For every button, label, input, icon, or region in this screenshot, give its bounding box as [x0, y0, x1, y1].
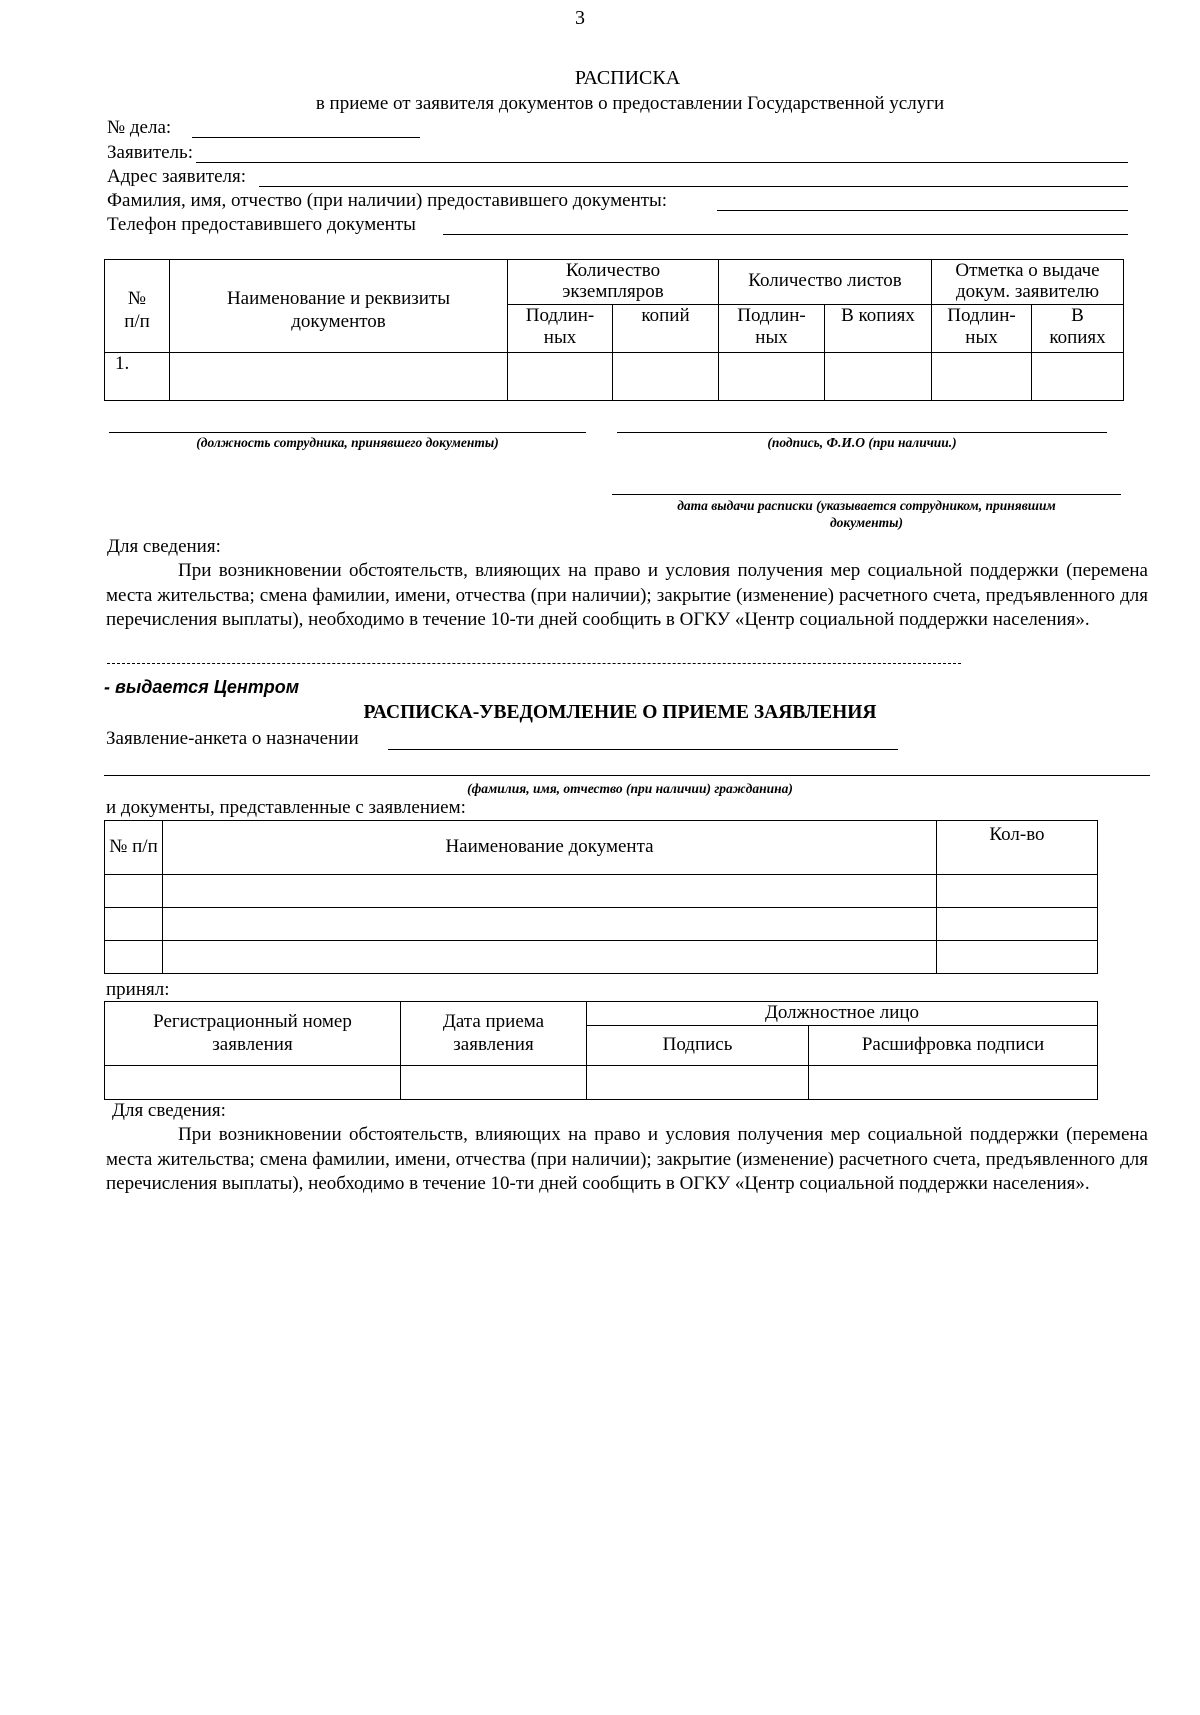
row-number[interactable] [105, 908, 163, 941]
row-doc-name[interactable] [170, 352, 508, 400]
col-header-copies-originals: Подлин- ных [508, 304, 613, 352]
row-doc-name[interactable] [163, 941, 937, 974]
row-quantity[interactable] [937, 941, 1098, 974]
receipt-title: РАСПИСКА [574, 67, 681, 89]
row-number[interactable] [105, 941, 163, 974]
col-header-issue-copies: В копиях [1032, 304, 1124, 352]
issued-by-label: - выдается Центром [104, 677, 300, 697]
signature-line[interactable] [617, 432, 1107, 433]
position-line[interactable] [109, 432, 586, 433]
submitted-documents-table [104, 820, 1098, 974]
col-header-reg-number: Регистрационный номер заявления [105, 1002, 401, 1066]
col-header-doc-name: Наименование документа [163, 821, 937, 875]
case-number-field[interactable] [192, 137, 420, 138]
applicant-field[interactable] [196, 162, 1128, 163]
col-header-copies-copies: копий [613, 304, 719, 352]
tear-off-line [107, 663, 961, 664]
table-row [105, 908, 1098, 941]
table-row [105, 1066, 1098, 1100]
row-cell[interactable] [932, 352, 1032, 400]
notice-text: При возникновении обстоятельств, влияющих на право и условия получения мер социальной поддержки (перемена места жительства; смена фамилии, имени, отчества (при наличии); закрытие (изменение) расчетного счета, предъявленного для перечисления выплаты), необходимо в течение 10-ти дней сообщить в ОГКУ «Центр социальной поддержки населения». [106, 560, 1148, 630]
row-quantity[interactable] [937, 875, 1098, 908]
col-header-number: № п/п [105, 821, 163, 875]
row-doc-name[interactable] [163, 875, 937, 908]
col-header-signature-decoding: Расшифровка подписи [809, 1026, 1098, 1066]
phone-field[interactable] [443, 234, 1128, 235]
citizen-name-caption: (фамилия, имя, отчество (при наличии) гражданина) [467, 781, 793, 796]
presenter-field[interactable] [717, 210, 1128, 211]
row-number: 1. [105, 352, 170, 400]
presenter-label: Фамилия, имя, отчество (при наличии) предоставившего документы: [107, 190, 668, 211]
notice-heading: Для сведения: [112, 1100, 226, 1121]
tear-off-title: РАСПИСКА-УВЕДОМЛЕНИЕ О ПРИЕМЕ ЗАЯВЛЕНИЯ [363, 702, 877, 723]
row-cell[interactable] [1032, 352, 1124, 400]
notice-heading: Для сведения: [107, 536, 221, 557]
address-field[interactable] [259, 186, 1128, 187]
issue-date-line[interactable] [612, 494, 1121, 495]
col-header-number: № п/п [105, 260, 170, 353]
row-cell[interactable] [719, 352, 825, 400]
table-row [105, 875, 1098, 908]
col-header-copies-group: Количество экземпляров [508, 260, 719, 305]
citizen-name-line[interactable] [104, 775, 1150, 776]
issue-date-caption: дата выдачи расписки (указывается сотрудником, принявшим документы) [677, 498, 1056, 530]
col-header-quantity: Кол-во [937, 821, 1098, 875]
docs-label: и документы, представленные с заявлением: [106, 797, 466, 818]
application-field[interactable] [388, 749, 898, 750]
address-label: Адрес заявителя: [107, 166, 247, 187]
row-quantity[interactable] [937, 908, 1098, 941]
col-header-acceptance-date: Дата приема заявления [401, 1002, 587, 1066]
signature-cell[interactable] [587, 1066, 809, 1100]
accepted-label: принял: [106, 979, 170, 1000]
case-number-label: № дела: [107, 117, 172, 138]
signature-decoding-cell[interactable] [809, 1066, 1098, 1100]
applicant-label: Заявитель: [107, 142, 193, 163]
row-doc-name[interactable] [163, 908, 937, 941]
table-row [105, 941, 1098, 974]
reg-number-cell[interactable] [105, 1066, 401, 1100]
receipt-documents-table [104, 259, 1124, 401]
col-header-issue-group: Отметка о выдаче докум. заявителю [932, 260, 1124, 305]
signature-caption: (подпись, Ф.И.О (при наличии.) [767, 435, 957, 450]
col-header-issue-originals: Подлин- ных [932, 304, 1032, 352]
receipt-subtitle: в приеме от заявителя документов о предоставлении Государственной услуги [315, 93, 945, 114]
col-header-doc-name: Наименование и реквизиты документов [170, 260, 508, 353]
col-header-signature: Подпись [587, 1026, 809, 1066]
col-header-sheets-group: Количество листов [719, 260, 932, 305]
page-number: 3 [575, 7, 585, 29]
col-header-sheets-copies: В копиях [825, 304, 932, 352]
row-cell[interactable] [508, 352, 613, 400]
phone-label: Телефон предоставившего документы [107, 214, 416, 235]
registration-table [104, 1001, 1098, 1100]
col-header-sheets-originals: Подлин- ных [719, 304, 825, 352]
col-header-official: Должностное лицо [587, 1002, 1098, 1026]
row-cell[interactable] [825, 352, 932, 400]
row-number[interactable] [105, 875, 163, 908]
table-row [105, 352, 1124, 400]
acceptance-date-cell[interactable] [401, 1066, 587, 1100]
notice-text: При возникновении обстоятельств, влияющих на право и условия получения мер социальной поддержки (перемена места жительства; смена фамилии, имени, отчества (при наличии); закрытие (изменение) расчетного счета, предъявленного для перечисления выплаты), необходимо в течение 10-ти дней сообщить в ОГКУ «Центр социальной поддержки населения». [106, 1124, 1148, 1194]
position-caption: (должность сотрудника, принявшего документы) [196, 435, 499, 450]
row-cell[interactable] [613, 352, 719, 400]
application-label: Заявление-анкета о назначении [106, 728, 359, 749]
